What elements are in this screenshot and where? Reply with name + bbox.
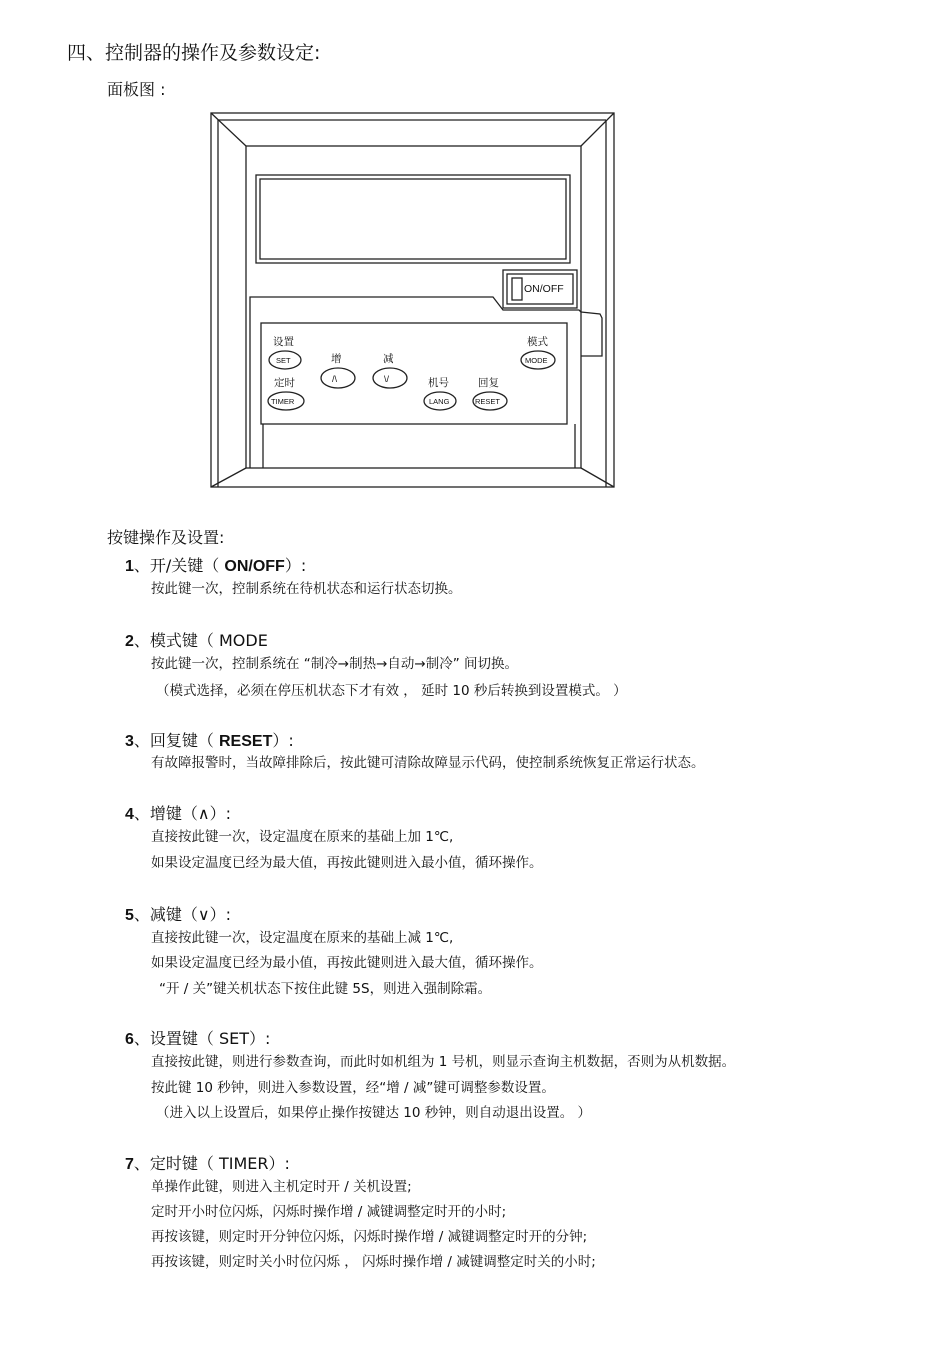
section-4-line: 如果设定温度已经为最大值，再按此键则进入最小值，循环操作。 [151,855,543,871]
section-3-line: 有故障报警时，当故障排除后，按此键可清除故障显示代码，使控制系统恢复正常运行状态。 [151,755,705,771]
section-number: 3 [125,733,134,750]
down-button-outline [373,368,407,388]
timer-button[interactable]: TIMER [271,397,295,406]
section-7-line: 单操作此键，则进入主机定时开 / 关机设置; [151,1179,412,1195]
section-number: 4 [125,806,134,823]
key-panel-box [261,323,567,424]
up-button-outline [321,368,355,388]
down-arrow-icon[interactable]: \/ [384,374,390,384]
section-1-line: 按此键一次，控制系统在待机状态和运行状态切换。 [151,581,462,597]
section-5-line: “开 / 关”键关机状态下按住此键 5S，则进入强制除霜。 [159,981,492,997]
section-6-title: 6、设置键（ SET）: [125,1029,271,1048]
section-2-title: 2、模式键（ MODE [125,631,268,650]
section-number: 7 [125,1156,134,1173]
section-7-title: 7、定时键（ TIMER）: [125,1154,290,1173]
reset-cn-label: 回复 [478,377,499,389]
section-2-line: （模式选择，必须在停压机状态下才有效 ， 延时 10 秒后转换到设置模式。 ） [156,683,627,699]
panel-outer-frame [211,113,614,487]
section-7-line: 再按该键，则定时关小时位闪烁 ， 闪烁时操作增 / 减键调整定时关的小时; [151,1254,596,1270]
key-ops-title: 按键操作及设置: [107,528,225,547]
lang-button[interactable]: LANG [429,397,450,406]
onoff-switch-icon [512,278,522,300]
onoff-label: ON/OFF [524,283,564,295]
controller-panel-diagram [205,108,625,498]
section-7-line: 定时开小时位闪烁，闪烁时操作增 / 减键调整定时开的小时; [151,1204,507,1220]
mode-button[interactable]: MODE [525,356,548,365]
panel-caption: 面板图 : [107,80,166,99]
section-5-line: 如果设定温度已经为最小值，再按此键则进入最大值，循环操作。 [151,955,543,971]
section-2-line: 按此键一次，控制系统在 “制冷→制热→自动→制冷” 间切换。 [151,656,519,672]
section-number: 5 [125,907,134,924]
lang-cn-label: 机号 [428,377,449,389]
section-heading: 四、控制器的操作及参数设定: [67,42,321,64]
section-4-title: 4、增键（∧）: [125,804,232,823]
set-cn-label: 设置 [273,336,294,348]
mode-cn-label: 模式 [527,336,548,348]
section-6-line: 按此键 10 秒钟，则进入参数设置，经“增 / 减”键可调整参数设置。 [151,1080,555,1096]
section-3-title: 3、回复键（ RESET）: [125,731,294,750]
set-button[interactable]: SET [276,356,291,365]
up-cn-label: 增 [331,353,342,365]
lcd-display-inner [260,179,566,259]
up-arrow-icon[interactable]: /\ [332,374,338,384]
panel-inner-face [246,146,581,468]
section-5-line: 直接按此键一次，设定温度在原来的基础上减 1℃, [151,930,454,946]
section-5-title: 5、减键（∨）: [125,905,232,924]
down-cn-label: 减 [383,353,394,365]
section-number: 6 [125,1031,134,1048]
section-4-line: 直接按此键一次，设定温度在原来的基础上加 1℃, [151,829,454,845]
section-6-line: 直接按此键，则进行参数查询，而此时如机组为 1 号机，则显示查询主机数据，否则为从机数据。 [151,1054,736,1070]
reset-button[interactable]: RESET [475,397,501,406]
section-6-line: （进入以上设置后，如果停止操作按键达 10 秒钟，则自动退出设置。 ） [156,1105,592,1121]
section-number: 1 [125,558,134,575]
section-number: 2 [125,633,134,650]
section-1-title: 1、开/关键（ ON/OFF）: [125,556,307,575]
timer-cn-label: 定时 [274,377,295,389]
lcd-display-outer [256,175,570,263]
section-7-line: 再按该键，则定时开分钟位闪烁，闪烁时操作增 / 减键调整定时开的分钟; [151,1229,588,1245]
